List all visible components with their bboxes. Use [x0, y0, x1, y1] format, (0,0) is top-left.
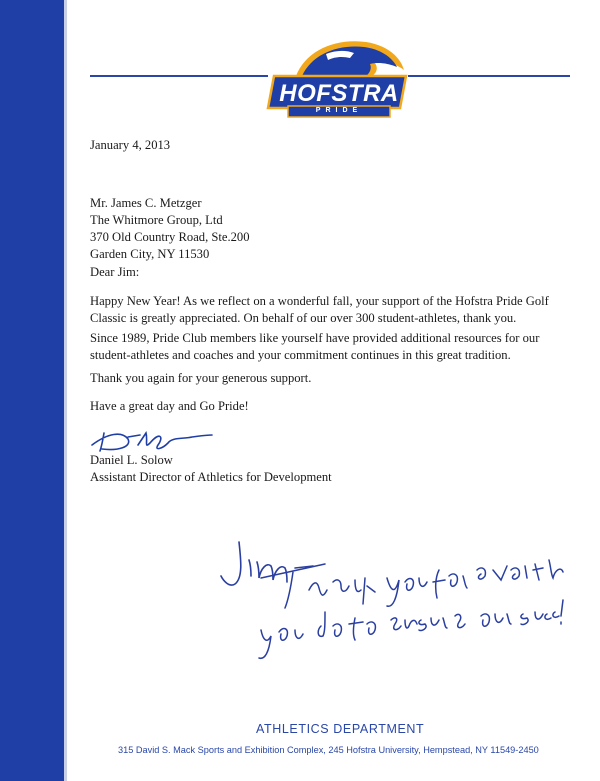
- sidebar-edge: [64, 0, 67, 781]
- handwritten-note: [205, 520, 565, 670]
- paragraph-1: Happy New Year! As we reflect on a wonderful fall, your support of the Hofstra Pride Golf Classic is greatly appreciated. On behalf of our over 300 student-athletes, thank you.: [90, 294, 549, 325]
- logo-subtext: PRIDE: [315, 107, 363, 114]
- handwritten-signature: [88, 423, 214, 453]
- header-rule-right: [408, 75, 570, 77]
- header-rule-left: [90, 75, 268, 77]
- letter-date: January 4, 2013: [90, 138, 171, 152]
- blue-sidebar: [0, 0, 64, 781]
- footer-address: 315 David S. Mack Sports and Exhibition Complex, 245 Hofstra University, Hempstead, NY 11549-2450: [118, 745, 539, 755]
- paragraph-4: Have a great day and Go Pride!: [90, 399, 249, 413]
- recipient-company: The Whitmore Group, Ltd: [90, 213, 223, 227]
- paragraph-2: Since 1989, Pride Club members like yourself have provided additional resources for our student-athletes and coaches and your commitment continues in this great tradition.: [90, 331, 540, 362]
- signer-title: Assistant Director of Athletics for Development: [90, 470, 332, 484]
- salutation: Dear Jim:: [90, 265, 140, 279]
- logo-wordmark: HOFSTRA: [279, 80, 399, 107]
- hofstra-pride-logo: [266, 36, 412, 122]
- recipient-city: Garden City, NY 11530: [90, 247, 210, 261]
- footer-department: ATHLETICS DEPARTMENT: [256, 722, 425, 736]
- signer-name: Daniel L. Solow: [90, 453, 173, 467]
- paragraph-3: Thank you again for your generous support.: [90, 371, 312, 385]
- recipient-street: 370 Old Country Road, Ste.200: [90, 230, 250, 244]
- recipient-name: Mr. James C. Metzger: [90, 196, 202, 210]
